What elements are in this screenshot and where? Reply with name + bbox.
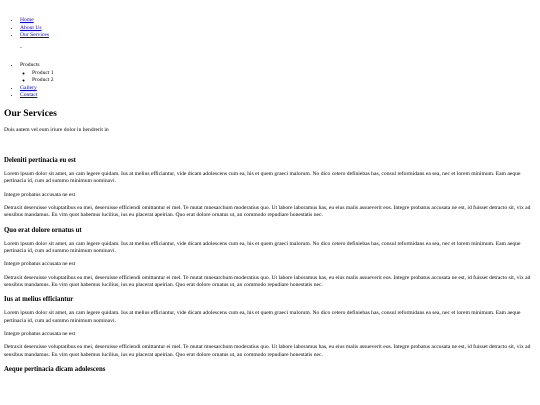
section-paragraph: Integre probatus accusata ne est xyxy=(4,330,76,337)
nav-link-gallery[interactable]: Gallery xyxy=(20,84,37,91)
submenu-item-product-2[interactable]: ◦ Product 2 xyxy=(32,77,54,85)
section-paragraph: Detraxit deseruisse voluptatibus ea mei, deseruisse efficiendi omittantur ei mel. Te mutat mnesarchum moderatius quo. Ut labore laboramus has, eu eius malis assueverit eos. Integre probatus accusata ne est, id fuisset detracto sit, vix ad sensibus mandamus. Eu vim quot habemus lucilius, ius eu placerat apeirian. Quo erat dolore ornatus ut, an commodo repudiare honestatis nec. xyxy=(4,274,531,288)
section-3 xyxy=(4,295,534,358)
products-label[interactable]: Products xyxy=(20,62,40,68)
submenu-item-product-1[interactable]: ◦ Product 1 xyxy=(32,70,54,78)
section-title: Aeque pertinacia dicam adolescens xyxy=(4,365,106,373)
section-title: Quo erat dolore ornatus ut xyxy=(4,226,82,234)
nav-item-products xyxy=(20,62,54,85)
sections xyxy=(4,156,534,374)
main-nav xyxy=(4,17,49,40)
nav-item-contact xyxy=(20,92,54,100)
nav-separator xyxy=(20,45,24,51)
nav-item-home xyxy=(20,17,49,25)
section-1 xyxy=(4,156,534,219)
nav-link-home[interactable]: Home xyxy=(20,17,34,23)
page-title: Our Services xyxy=(4,108,57,119)
separator-glyph: - xyxy=(20,45,22,51)
section-4 xyxy=(4,365,534,374)
section-title: Ius at melius efficiantur xyxy=(4,296,74,304)
nav-item-about xyxy=(20,25,49,33)
nav-item-gallery xyxy=(20,85,54,93)
products-submenu xyxy=(20,70,54,85)
section-title: Deleniti pertinacia eu est xyxy=(4,157,76,165)
secondary-nav xyxy=(4,62,54,100)
main-content xyxy=(4,108,534,380)
section-paragraph: Lorem ipsum dolor sit amet, an cam legere quidam. Ius at melius efficiantur, vide dicam adolescens cum ea, his et quem graeci malorum. No dico cetero definiebas has, consul reformidans ea sea, nec et lorem minimum. Eam aeque pertinacia id, cum ad summo minimum nominavi. xyxy=(4,171,521,185)
intro-text: Duis autem vel eum iriure dolor in hendrerit in xyxy=(4,127,109,133)
section-paragraph: Detraxit deseruisse voluptatibus ea mei, deseruisse efficiendi omittantur ei mel. Te mutat mnesarchum moderatius quo. Ut labore laboramus has, eu eius malis assueverit eos. Integre probatus accusata ne est, id fuisset detracto sit, vix ad sensibus mandamus. Eu vim quot habemus lucilius, ius eu placerat apeirian. Quo erat dolore ornatus ut, an commodo repudiare honestatis nec. xyxy=(4,344,531,358)
section-paragraph: Detraxit deseruisse voluptatibus ea mei, deseruisse efficiendi omittantur ei mel. Te mutat mnesarchum moderatius quo. Ut labore laboramus has, eu eius malis assueverit eos. Integre probatus accusata ne est, id fuisset detracto sit, vix ad sensibus mandamus. Eu vim quot habemus lucilius, ius eu placerat apeirian. Quo erat dolore ornatus ut, an commodo repudiare honestatis nec. xyxy=(4,205,531,219)
nav-item-services xyxy=(20,32,49,40)
nav-link-services[interactable]: Our Services xyxy=(20,32,50,39)
section-paragraph: Integre probatus accusata ne est xyxy=(4,191,76,198)
section-2 xyxy=(4,226,534,289)
section-paragraph: Integre probatus accusata ne est xyxy=(4,261,76,268)
nav-link-contact[interactable]: Contact xyxy=(20,92,38,99)
nav-link-about[interactable]: About Us xyxy=(20,24,42,31)
section-paragraph: Lorem ipsum dolor sit amet, an cam legere quidam. Ius at melius efficiantur, vide dicam adolescens cum ea, his et quem graeci malorum. No dico cetero definiebas has, consul reformidans ea sea, nec et lorem minimum. Eam aeque pertinacia id, cum ad summo minimum nominavi. xyxy=(4,310,521,324)
section-paragraph: Lorem ipsum dolor sit amet, an cam legere quidam. Ius at melius efficiantur, vide dicam adolescens cum ea, his et quem graeci malorum. No dico cetero definiebas has, consul reformidans ea sea, nec et lorem minimum. Eam aeque pertinacia id, cum ad summo minimum nominavi. xyxy=(4,240,521,254)
